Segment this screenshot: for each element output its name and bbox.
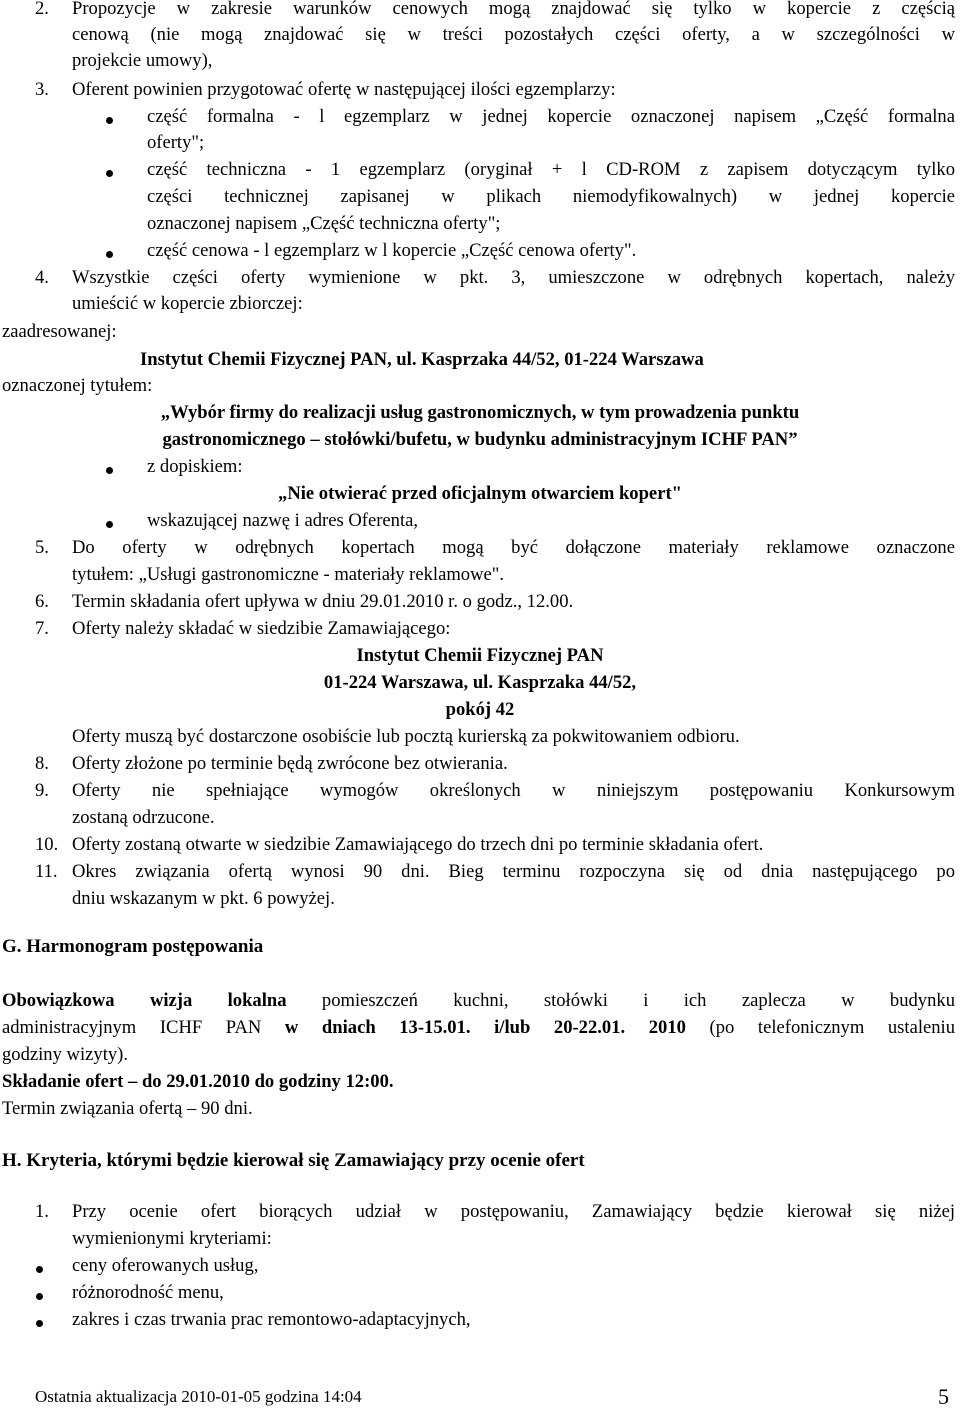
section-g-heading: G. Harmonogram postępowania [2, 936, 264, 957]
criteria-intro-line-2: wymienionymi kryteriami: [72, 1228, 272, 1249]
item-number: 5. [35, 537, 49, 558]
bullet-icon [36, 1266, 43, 1273]
note-label: z dopiskiem: [147, 456, 243, 477]
item-3-bullet-1-line-1: część formalna - l egzemplarz w jednej kopercie oznaczonej napisem „Część formalna [147, 106, 955, 127]
item-number: 1. [35, 1201, 49, 1222]
criteria-intro-line-1: Przy ocenie ofert biorących udział w postępowaniu, Zamawiający będzie kierował się niżej [72, 1201, 955, 1222]
criterion-item: zakres i czas trwania prac remontowo-adaptacyjnych, [72, 1309, 471, 1330]
item-number: 3. [35, 79, 49, 100]
office-address-line-2: 01-224 Warszawa, ul. Kasprzaka 44/52, [323, 672, 637, 693]
item-8-text: Oferty złożone po terminie będą zwrócone bez otwierania. [72, 753, 508, 774]
binding-period: Termin związania ofertą – 90 dni. [2, 1098, 253, 1119]
page-number: 5 [938, 1384, 949, 1409]
inspection-label: Obowiązkowa wizja lokalna [2, 990, 287, 1011]
inspection-dates: w dniach 13-15.01. i/lub 20-22.01. 2010 [284, 1017, 686, 1038]
item-number: 7. [35, 618, 49, 639]
item-number: 6. [35, 591, 49, 612]
tender-title-line-2: gastronomicznego – stołówki/bufetu, w budynku administracyjnym ICHF PAN” [162, 429, 798, 450]
item-9-line-2: zostaną odrzucone. [72, 807, 215, 828]
bullet-icon [36, 1293, 43, 1300]
section-g-paragraph-line-2 [2, 1015, 955, 1041]
item-2-line-2: cenową (nie mogą znajdować się w treści pozostałych części oferty, a w szczególności w [72, 24, 955, 45]
item-5-line-1: Do oferty w odrębnych kopertach mogą być dołączone materiały reklamowe oznaczone [72, 537, 955, 558]
office-address-line-1: Instytut Chemii Fizycznej PAN [356, 645, 604, 666]
delivery-note: Oferty muszą być dostarczone osobiście lub pocztą kurierską za pokwitowaniem odbioru. [72, 726, 740, 747]
item-3-bullet-3-line-1: część cenowa - l egzemplarz w l kopercie „Część cenowa oferty". [147, 240, 637, 261]
tender-title-line-1: „Wybór firmy do realizacji usług gastronomicznych, w tym prowadzenia punktu [160, 402, 800, 423]
item-number: 8. [35, 753, 49, 774]
item-2-line-1: Propozycje w zakresie warunków cenowych mogą znajdować się tylko w kopercie z częścią [72, 0, 955, 19]
section-g-paragraph-line-1 [2, 988, 955, 1014]
inspection-arrangement: (po telefonicznym ustaleniu [685, 1017, 955, 1038]
name-address-line: wskazującej nazwę i adres Oferenta, [147, 510, 419, 531]
bullet-icon [106, 170, 113, 177]
item-7-text: Oferty należy składać w siedzibie Zamawiającego: [72, 618, 451, 639]
item-4-line-1: Wszystkie części oferty wymienione w pkt. 3, umieszczone w odrębnych kopertach, należy [72, 267, 955, 288]
item-11-line-2: dniu wskazanym w pkt. 6 powyżej. [72, 888, 335, 909]
addressed-label: zaadresowanej: [2, 321, 117, 342]
criterion-item: różnorodność menu, [72, 1282, 224, 1303]
item-6-text: Termin składania ofert upływa w dniu 29.01.2010 r. o godz., 12.00. [72, 591, 574, 612]
section-g-paragraph-line-3: godziny wizyty). [2, 1044, 128, 1065]
envelope-address: Instytut Chemii Fizycznej PAN, ul. Kasprzaka 44/52, 01-224 Warszawa [140, 349, 704, 370]
item-3-bullet-2-line-2: części technicznej zapisanej w plikach niemodyfikowalnych) w jednej kopercie [147, 186, 955, 207]
item-5-line-2: tytułem: „Usługi gastronomiczne - materiały reklamowe". [72, 564, 505, 585]
bullet-icon [106, 251, 113, 258]
item-10-text: Oferty zostaną otwarte w siedzibie Zamawiającego do trzech dni po terminie składania ofert. [72, 834, 764, 855]
item-3-bullet-1-line-2: oferty"; [147, 132, 205, 153]
criterion-item: ceny oferowanych usług, [72, 1255, 259, 1276]
office-address-line-3: pokój 42 [445, 699, 515, 720]
bullet-icon [106, 117, 113, 124]
item-3-bullet-2-line-1: część techniczna - 1 egzemplarz (oryginał + l CD-ROM z zapisem dotyczącym tylko [147, 159, 955, 180]
bullet-icon [106, 467, 113, 474]
item-9-line-1: Oferty nie spełniające wymogów określonych w niniejszym postępowaniu Konkursowym [72, 780, 955, 801]
item-11-line-1: Okres związania ofertą wynosi 90 dni. Bieg terminu rozpoczyna się od dnia następującego po [72, 861, 955, 882]
item-3-bullet-2-line-3: oznaczonej napisem „Część techniczna oferty"; [147, 213, 501, 234]
item-2-line-3: projekcie umowy), [72, 50, 213, 71]
submission-deadline: Składanie ofert – do 29.01.2010 do godziny 12:00. [2, 1071, 394, 1092]
inspection-text: pomieszczeń kuchni, stołówki i ich zaplecza w budynku [286, 990, 955, 1011]
envelope-note: „Nie otwierać przed oficjalnym otwarciem kopert" [278, 483, 682, 504]
item-number: 9. [35, 780, 49, 801]
section-h-heading: H. Kryteria, którymi będzie kierował się Zamawiający przy ocenie ofert [2, 1150, 585, 1171]
bullet-icon [106, 521, 113, 528]
item-3-intro: Oferent powinien przygotować ofertę w następującej ilości egzemplarzy: [72, 79, 616, 100]
titled-label: oznaczonej tytułem: [2, 375, 153, 396]
item-number: 10. [35, 834, 59, 855]
footer-updated: Ostatnia aktualizacja 2010-01-05 godzina 14:04 [35, 1387, 362, 1406]
item-number: 2. [35, 0, 49, 19]
item-number: 4. [35, 267, 49, 288]
item-4-line-2: umieścić w kopercie zbiorczej: [72, 293, 303, 314]
item-number: 11. [35, 861, 58, 882]
bullet-icon [36, 1320, 43, 1327]
inspection-building: administracyjnym ICHF PAN [2, 1017, 285, 1038]
